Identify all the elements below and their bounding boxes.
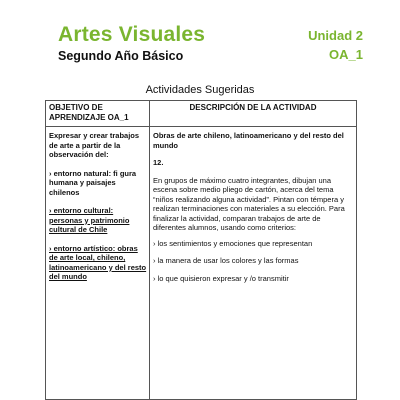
unit-header bbox=[308, 27, 363, 63]
activity-table bbox=[45, 100, 357, 400]
activity-bullet-expression: › lo que quisieron expresar y /o transmitir bbox=[153, 273, 289, 283]
objective-intro: Expresar y crear trabajos de arte a partir de la observación del: bbox=[49, 131, 140, 159]
activity-bullet-feelings: › los sentimientos y emociones que representan bbox=[153, 238, 313, 248]
objective-column-header: OBJETIVO DE APRENDIZAJE OA_1 bbox=[49, 103, 129, 122]
document-subtitle: Segundo Año Básico bbox=[58, 49, 184, 63]
activity-number: 12. bbox=[153, 158, 164, 167]
activity-column-header: DESCRIPCIÓN DE LA ACTIVIDAD bbox=[189, 103, 317, 112]
document-title: Artes Visuales bbox=[58, 23, 206, 46]
oa-label: OA_1 bbox=[329, 47, 363, 62]
objective-item-natural: › entorno natural: fi gura humana y paisajes chilenos bbox=[49, 168, 137, 197]
unit-label: Unidad 2 bbox=[308, 28, 363, 43]
table-header-row bbox=[46, 101, 356, 127]
objective-item-artistic: › entorno artístico: obras de arte local, chileno, latinoamericano y del resto del mundo bbox=[49, 243, 147, 281]
objective-item-cultural: › entorno cultural: personas y patrimonio cultural de Chile bbox=[49, 206, 130, 234]
section-title: Actividades Sugeridas bbox=[145, 84, 255, 96]
column-divider bbox=[149, 101, 150, 399]
document-header bbox=[58, 24, 205, 65]
activity-paragraph: En grupos de máximo cuatro integrantes, dibujan una escena sobre medio pliego de cartón, acerca del tema “niños realizando alguna actividad”. Pintan con témpera y realizan terminaciones con materiales a su elección. Para finalizar la actividad, comparan trabajos de arte de diferentes alumnos, usando como criterios: bbox=[153, 175, 345, 232]
objective-cell bbox=[49, 131, 147, 291]
activity-bullet-colors: › la manera de usar los colores y las formas bbox=[153, 256, 299, 265]
activity-heading: Obras de arte chileno, latinoamericano y del resto del mundo bbox=[153, 131, 344, 150]
activity-cell bbox=[153, 131, 353, 291]
